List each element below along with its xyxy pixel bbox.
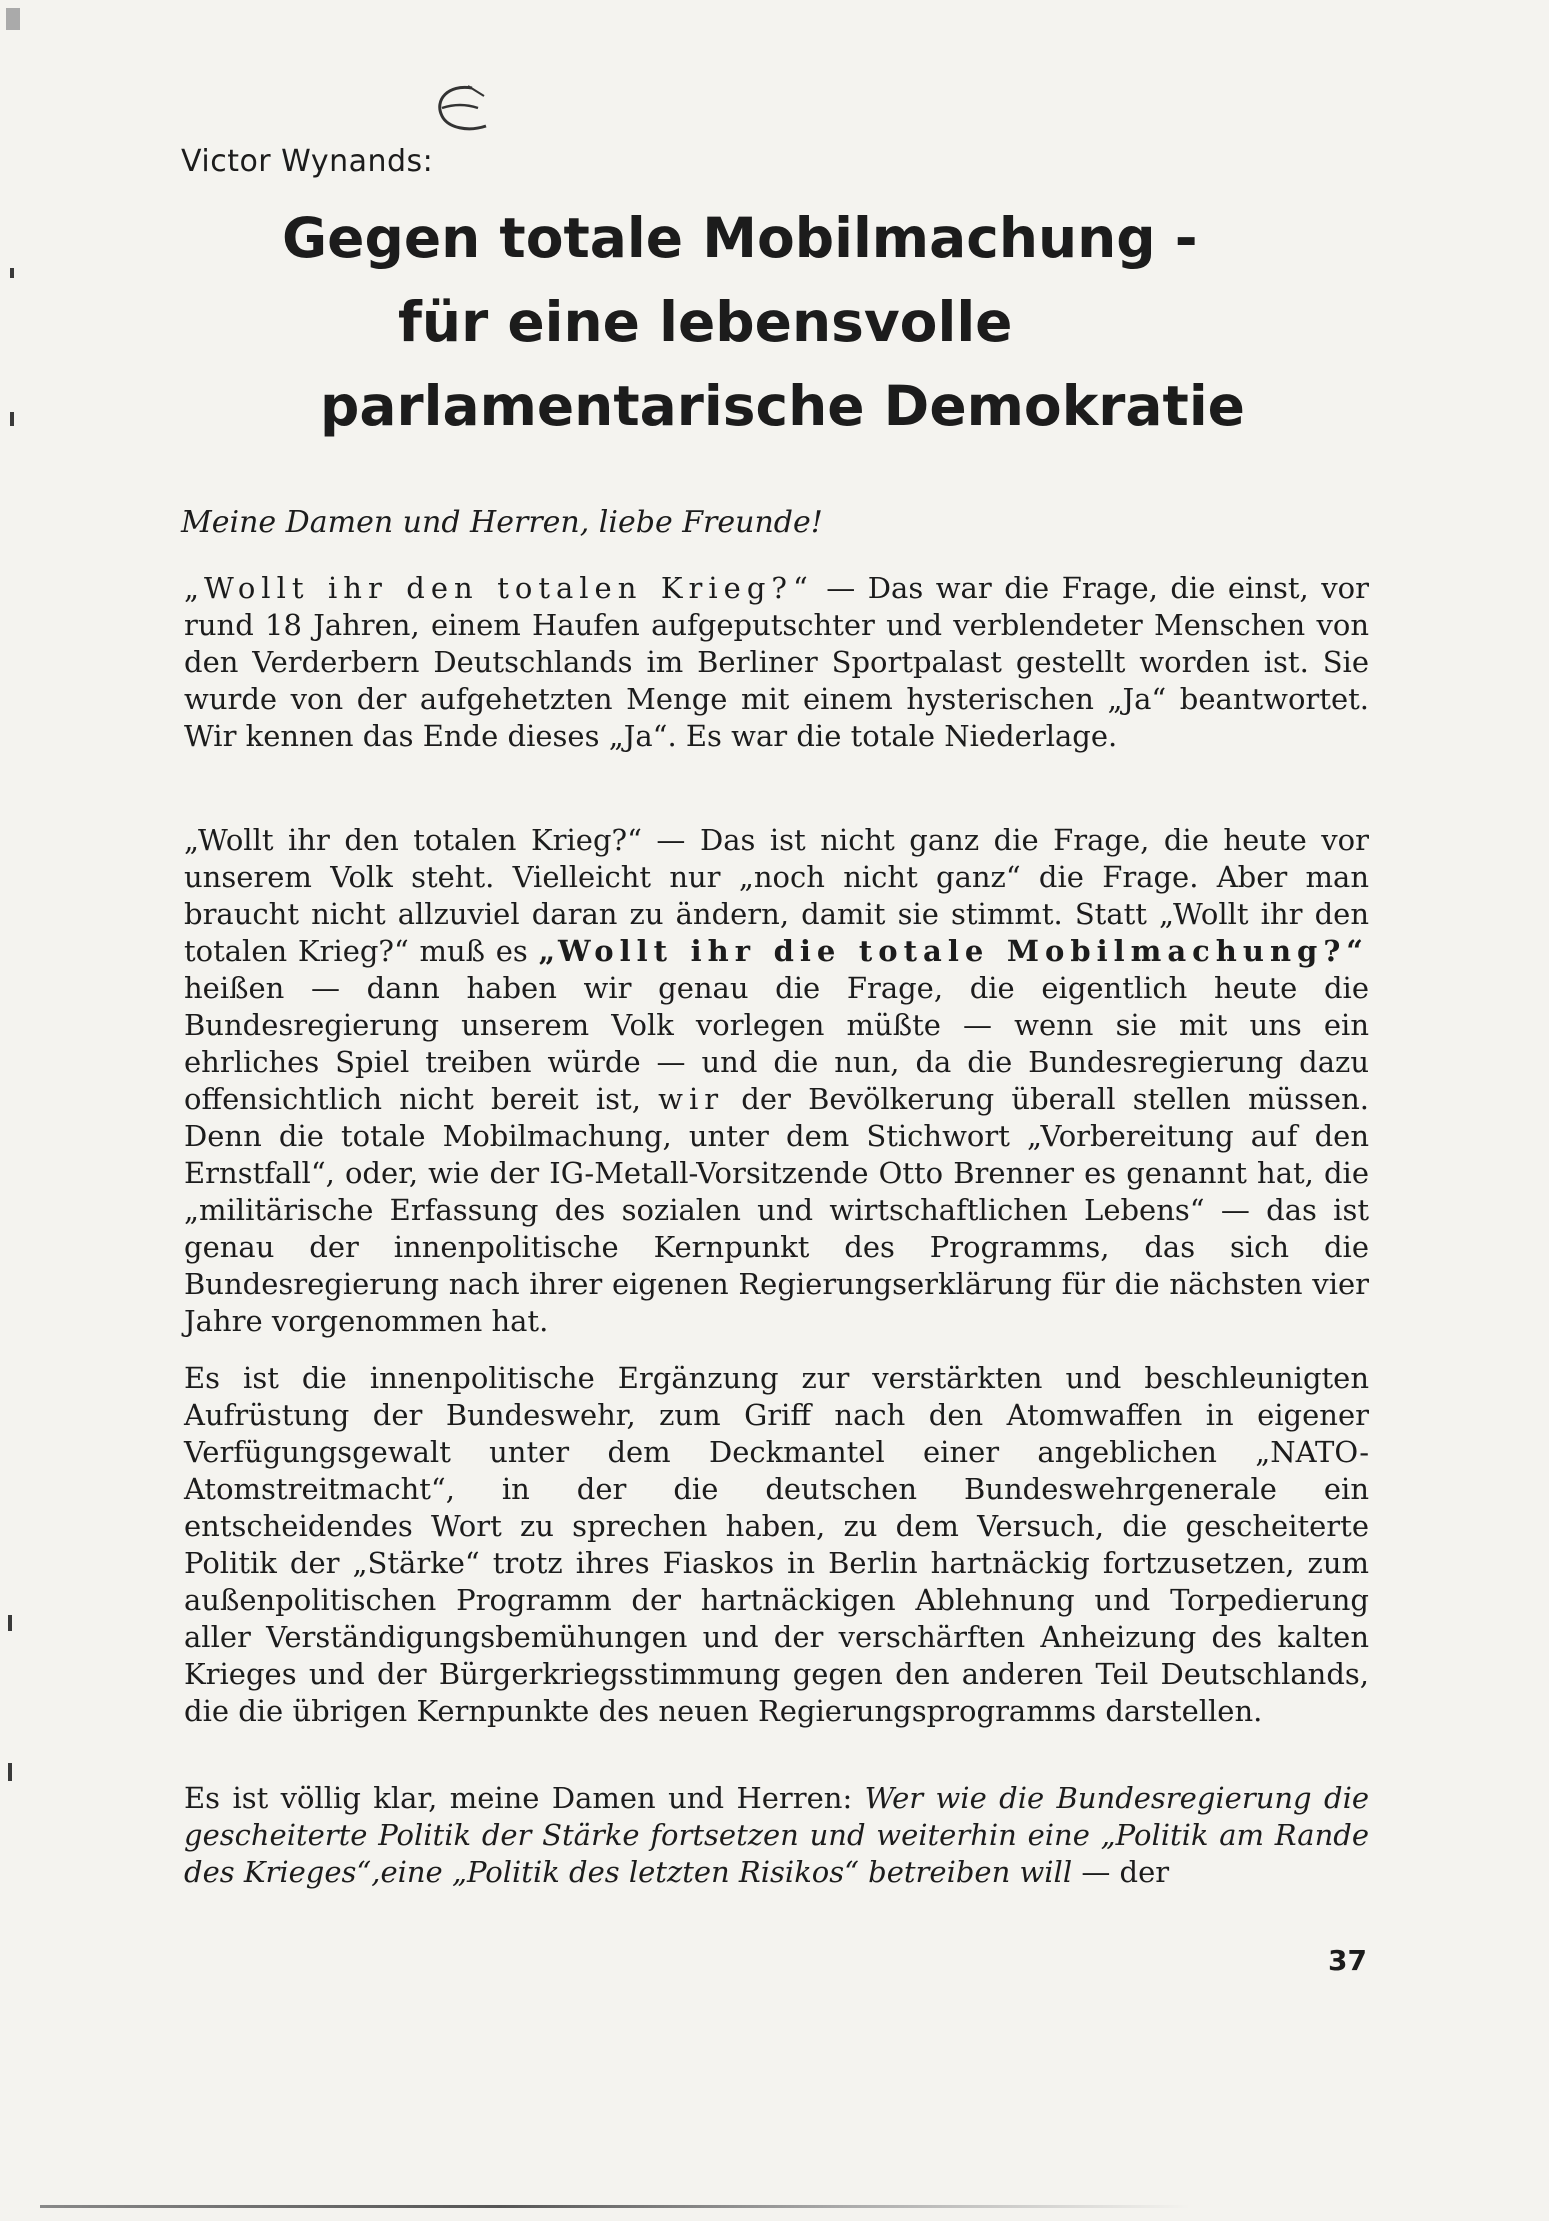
title-line-1: Gegen totale Mobilmachung -: [282, 206, 1198, 270]
paragraph-2-text-a: „Wollt ihr den totalen Krieg?“ — Das ist nicht ganz die Frage, die heute vor unserem Volk steht. Vielleicht nur „noch nicht ganz“ die Frage. Aber man braucht nicht allzuviel daran zu ändern, damit sie stimmt. Statt „Wollt ihr den totalen Krieg?“ muß es: [184, 823, 1369, 968]
title-line-3: parlamentarische Demokratie: [320, 374, 1245, 438]
paragraph-2: [184, 822, 1369, 1340]
page-number: 37: [1328, 1944, 1367, 1977]
quote-mobilmachung: „Wollt ihr die totale Mobilmachung?“: [538, 934, 1369, 968]
paragraph-4-text-a: Es ist völlig klar, meine Damen und Herren:: [184, 1781, 865, 1815]
title-line-2: für eine lebensvolle: [398, 290, 1013, 354]
paragraph-4-text-b: — der: [1072, 1855, 1170, 1889]
paragraph-4: [184, 1780, 1369, 1891]
salutation: Meine Damen und Herren, liebe Freunde!: [181, 505, 823, 540]
scan-artifact: [8, 1763, 12, 1781]
scan-artifact: [6, 8, 20, 30]
paragraph-2-text-c: der Bevölkerung überall stellen müssen. Denn die totale Mobilmachung, unter dem Stichwort „Vorbereitung auf den Ernstfall“, oder, wie der IG-Metall-Vorsitzende Otto Brenner es genannt hat, die „militärische Erfassung des sozialen und wirtschaftlichen Lebens“ — das ist genau der innenpolitische Kernpunkt des Programms, das sich die Bundesregierung nach ihrer eigenen Regierungserklärung für die nächsten vier Jahre vorgenommen hat.: [184, 1082, 1369, 1338]
author-name: Victor Wynands:: [181, 144, 434, 179]
scan-edge-line: [40, 2205, 1190, 2208]
paragraph-4-italic: Wer wie die Bundesregierung die gescheiterte Politik der Stärke fortsetzen und weiterhin eine „Politik am Rande des Krieges“,eine „Politik des letzten Risikos“ betreiben will: [184, 1781, 1370, 1889]
paragraph-1-text: — Das war die Frage, die einst, vor rund 18 Jahren, einem Haufen aufgeputschter und verblendeter Menschen von den Verderbern Deutschlands im Berliner Sportpalast gestellt worden ist. Sie wurde von der aufgehetzten Menge mit einem hysterischen „Ja“ beantwortet. Wir kennen das Ende dieses „Ja“. Es war die totale Niederlage.: [184, 571, 1369, 753]
emphasis-wir: wir: [658, 1082, 725, 1116]
paragraph-3: Es ist die innenpolitische Ergänzung zur verstärkten und beschleunigten Aufrüstung der Bundeswehr, zum Griff nach den Atomwaffen in eigener Verfügungsgewalt unter dem Deckmantel einer angeblichen „NATO-Atomstreitmacht“, in der die deutschen Bundeswehrgenerale ein entscheidendes Wort zu sprechen haben, zu dem Versuch, die gescheiterte Politik der „Stärke“ trotz ihres Fiaskos in Berlin hartnäckig fortzusetzen, zum außenpolitischen Programm der hartnäckigen Ablehnung und Torpedierung aller Verständigungsbemühungen und der verschärften Anheizung des kalten Krieges und der Bürgerkriegsstimmung gegen den anderen Teil Deutschlands, die die übrigen Kernpunkte des neuen Regierungsprogramms darstellen.: [184, 1361, 1369, 1728]
scan-artifact: [8, 1615, 12, 1631]
article-title: [270, 196, 1370, 448]
scan-artifact: [10, 412, 14, 426]
handwritten-mark: [428, 82, 500, 146]
scan-artifact: [10, 268, 14, 278]
quote-spaced: „Wollt ihr den totalen Krieg?“: [184, 571, 814, 605]
paragraph-1: [184, 570, 1369, 755]
paragraph-2-text-b: heißen — dann haben wir genau die Frage, die eigentlich heute die Bundesregierung unserem Volk vorlegen müßte — wenn sie mit uns ein ehrliches Spiel treiben würde — und die nun, da die Bundesregierung dazu offensichtlich nicht bereit ist,: [184, 971, 1369, 1116]
